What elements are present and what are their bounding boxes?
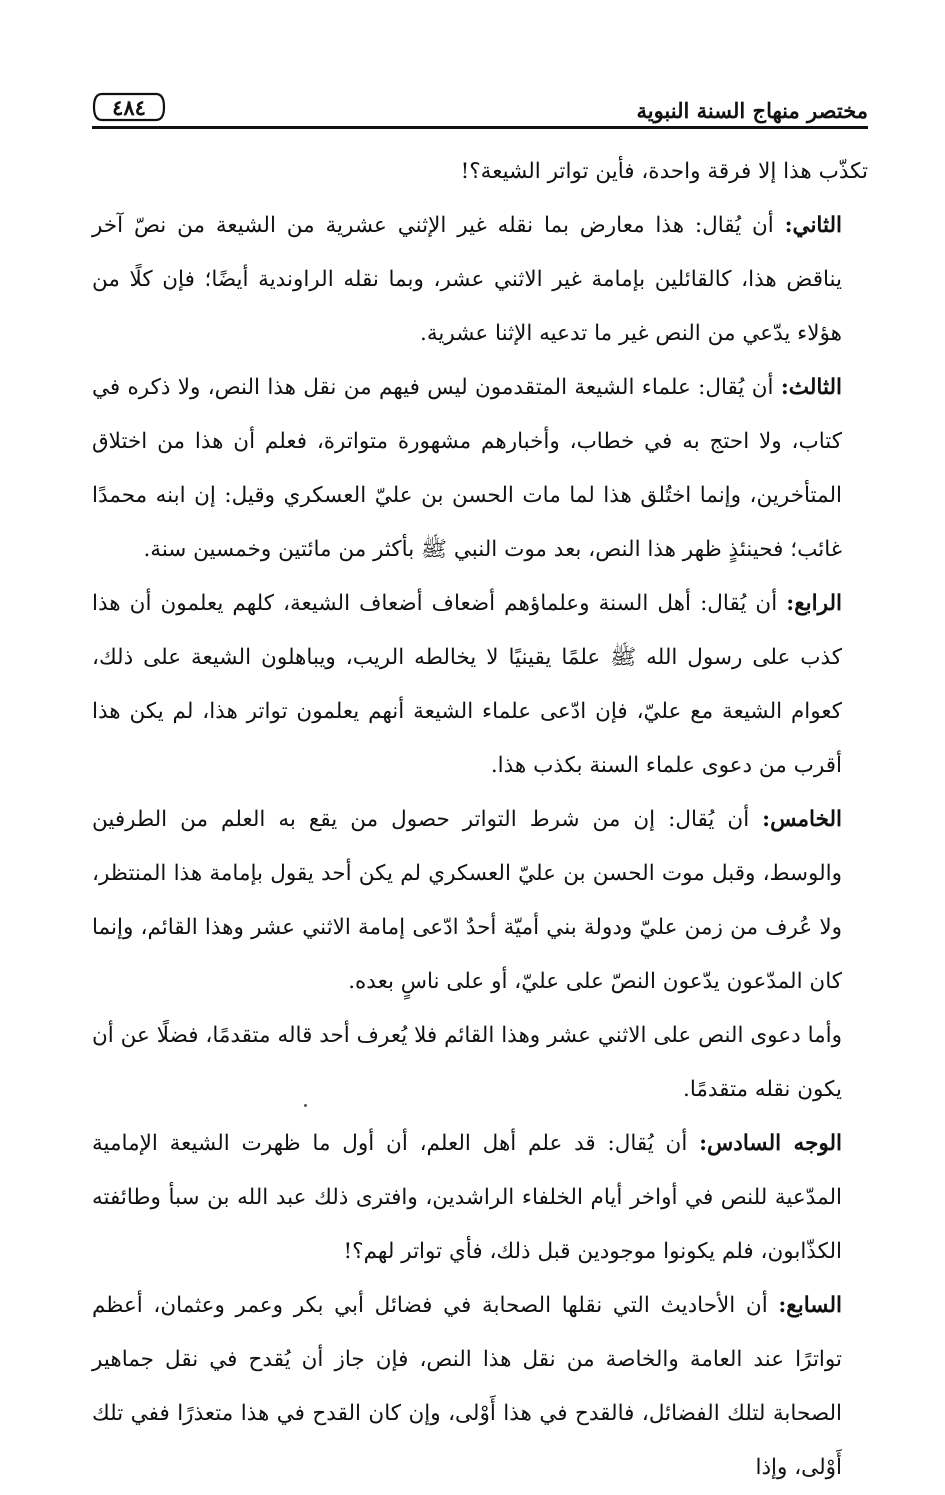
- book-page: [92, 86, 868, 1495]
- paragraph-8: [92, 1279, 868, 1495]
- page-number: ٤٨٤: [112, 94, 146, 120]
- paragraph-4: [92, 577, 868, 793]
- paragraph-3-text: أن يُقال: علماء الشيعة المتقدمون ليس فيهم من نقل هذا النص، ولا ذكره في كتاب، ولا احتج به في خطاب، وأخبارهم مشهورة متواترة، فعلم أن هذا من اختلاق المتأخرين، وإنما اختُلق هذا لما مات الحسن بن عليّ العسكري وقيل: إن ابنه محمدًا غائب؛ فحينئذٍ ظهر هذا النص، بعد موت النبي ﷺ بأكثر من مائتين وخمسين سنة.: [92, 375, 842, 562]
- paragraph-1: [92, 145, 868, 199]
- paragraph-7-text: أن يُقال: قد علم أهل العلم، أن أول ما ظهرت الشيعة الإمامية المدّعية للنص في أواخر أيام الخلفاء الراشدين، وافترى ذلك عبد الله بن سبأ وطائفته الكذّابون، فلم يكونوا موجودين قبل ذلك، فأي تواتر لهم؟!: [92, 1131, 842, 1264]
- paragraph-5: [92, 793, 868, 1009]
- paragraph-7-lead: الوجه السادس:: [699, 1131, 842, 1156]
- paragraph-3-lead: الثالث:: [780, 375, 842, 400]
- paragraph-3: [92, 361, 868, 577]
- body-text: [92, 145, 868, 1495]
- paragraph-7: [92, 1117, 868, 1279]
- paragraph-1-text: تكذّب هذا إلا فرقة واحدة، فأين تواتر الشيعة؟!: [460, 159, 868, 184]
- paragraph-5-text: أن يُقال: إن من شرط التواتر حصول من يقع به العلم من الطرفين والوسط، وقبل موت الحسن بن عليّ العسكري لم يكن أحد يقول بإمامة هذا المنتظر، ولا عُرف من زمن عليّ ودولة بني أميّة أحدٌ ادّعى إمامة الاثني عشر وهذا القائم، وإنما كان المدّعون يدّعون النصّ على عليّ، أو على ناسٍ بعده.: [92, 807, 842, 994]
- page-header: [92, 86, 868, 129]
- paragraph-6: [92, 1009, 868, 1117]
- paragraph-8-lead: السابع:: [778, 1293, 842, 1318]
- paragraph-8-text: أن الأحاديث التي نقلها الصحابة في فضائل أبي بكر وعمر وعثمان، أعظم تواترًا عند العامة والخاصة من نقل هذا النص، فإن جاز أن يُقدح في نقل جماهير الصحابة لتلك الفضائل، فالقدح في هذا أَوْلى، وإن كان القدح في هذا متعذرًا ففي تلك أَوْلى، وإذا: [92, 1293, 842, 1480]
- scan-speck: [304, 1104, 307, 1107]
- paragraph-4-text: أن يُقال: أهل السنة وعلماؤهم أضعاف أضعاف الشيعة، كلهم يعلمون أن هذا كذب على رسول الله ﷺ علمًا يقينيًا لا يخالطه الريب، ويباهلون الشيعة على ذلك، كعوام الشيعة مع عليّ، فإن ادّعى علماء الشيعة أنهم يعلمون تواتر هذا، لم يكن هذا أقرب من دعوى علماء السنة بكذب هذا.: [92, 591, 842, 778]
- paragraph-6-text: وأما دعوى النص على الاثني عشر وهذا القائم فلا يُعرف أحد قاله متقدمًا، فضلًا عن أن يكون نقله متقدمًا.: [92, 1023, 842, 1102]
- paragraph-4-lead: الرابع:: [786, 591, 842, 616]
- paragraph-2-lead: الثاني:: [784, 213, 842, 238]
- running-title: مختصر منهاج السنة النبوية: [636, 98, 868, 123]
- paragraph-2-text: أن يُقال: هذا معارض بما نقله غير الإثني عشرية من الشيعة من نصّ آخر يناقض هذا، كالقائلين بإمامة غير الاثني عشر، وبما نقله الراوندية أيضًا؛ فإن كلًا من هؤلاء يدّعي من النص غير ما تدعيه الإثنا عشرية.: [92, 213, 842, 346]
- page-number-badge: [92, 92, 166, 122]
- paragraph-2: [92, 199, 868, 361]
- paragraph-5-lead: الخامس:: [762, 807, 842, 832]
